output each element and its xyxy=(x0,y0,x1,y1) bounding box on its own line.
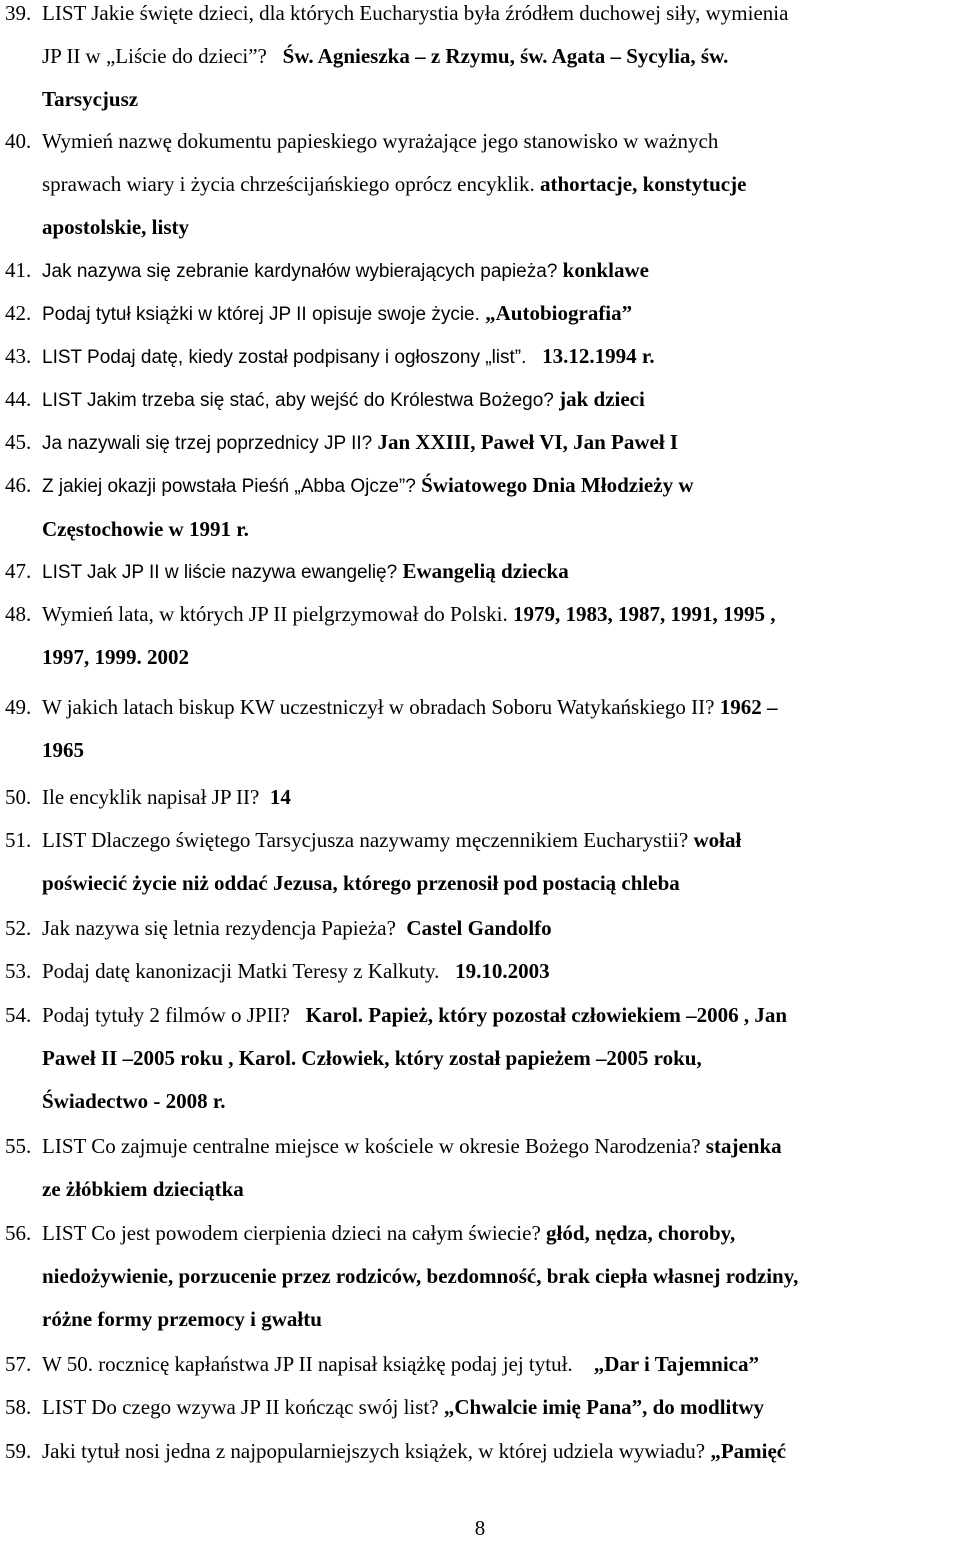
list-item xyxy=(5,421,955,465)
list-item xyxy=(5,994,955,1123)
item-number: 47. xyxy=(5,559,32,583)
answer-text: niedożywienie, porzucenie przez rodziców, bezdomność, brak ciepła własnej rodziny, xyxy=(42,1264,799,1288)
question-text: LIST Dlaczego świętego Tarsycjusza nazywamy męczennikiem Eucharystii? xyxy=(42,828,689,852)
item-number: 41. xyxy=(5,258,32,282)
question-text: sprawach wiary i życia chrześcijańskiego oprócz encyklik. xyxy=(42,172,535,196)
list-item xyxy=(5,907,955,950)
question-text: Jak nazywa się letnia rezydencja Papieża? xyxy=(42,916,396,940)
answer-text: Świadectwo - 2008 r. xyxy=(42,1089,226,1113)
question-text: Podaj tytuły 2 filmów o JPII? xyxy=(42,1003,290,1027)
item-number: 49. xyxy=(5,695,32,719)
list-item xyxy=(5,1343,955,1386)
answer-text: 1965 xyxy=(42,738,84,762)
answer-text: 1979, 1983, 1987, 1991, 1995 , xyxy=(512,602,776,626)
item-number: 52. xyxy=(5,916,32,940)
list-item xyxy=(5,593,955,679)
answer-text: Światowego Dnia Młodzieży w xyxy=(421,473,694,497)
answer-text: różne formy przemocy i gwałtu xyxy=(42,1307,322,1331)
answer-text: 19.10.2003 xyxy=(455,959,550,983)
question-text: Wymień nazwę dokumentu papieskiego wyrażające jego stanowisko w ważnych xyxy=(42,129,719,153)
item-number: 57. xyxy=(5,1352,32,1376)
answer-text: 1962 – xyxy=(719,695,778,719)
item-number: 55. xyxy=(5,1134,32,1158)
question-text: LIST Co jest powodem cierpienia dzieci na całym świecie? xyxy=(42,1221,541,1245)
answer-text: Castel Gandolfo xyxy=(406,916,552,940)
answer-text: „Chwalcie imię Pana”, do modlitwy xyxy=(443,1395,765,1419)
list-item xyxy=(5,819,955,905)
item-number: 48. xyxy=(5,602,32,626)
page-number: 8 xyxy=(474,1516,486,1540)
question-text: Podaj tytuł książki w której JP II opisuje swoje życie. xyxy=(42,304,480,325)
item-number: 40. xyxy=(5,129,32,153)
answer-text: 14 xyxy=(269,785,291,809)
question-text: Ile encyklik napisał JP II? xyxy=(42,785,260,809)
list-item xyxy=(5,1212,955,1341)
question-text: Jak nazywa się zebranie kardynałów wybierających papieża? xyxy=(42,261,558,282)
answer-text: ze żłóbkiem dzieciątka xyxy=(42,1177,244,1201)
question-text: W jakich latach biskup KW uczestniczył w obradach Soboru Watykańskiego II? xyxy=(42,695,715,719)
question-text: W 50. rocznicę kapłaństwa JP II napisał książkę podaj jej tytuł. xyxy=(42,1352,573,1376)
list-item xyxy=(5,464,955,551)
question-text: LIST Jak JP II w liście nazywa ewangelię? xyxy=(42,562,398,583)
answer-text: wołał xyxy=(693,828,742,852)
answer-text: poświecić życie niż oddać Jezusa, którego przenosił pod postacią chleba xyxy=(42,871,680,895)
item-number: 46. xyxy=(5,473,32,497)
answer-text: athortacje, konstytucje xyxy=(539,172,747,196)
item-number: 50. xyxy=(5,785,32,809)
answer-text: głód, nędza, choroby, xyxy=(546,1221,736,1245)
answer-text: jak dzieci xyxy=(559,387,645,411)
item-number: 44. xyxy=(5,387,32,411)
question-text: Jaki tytuł nosi jedna z najpopularniejszych książek, w której udziela wywiadu? xyxy=(42,1439,706,1463)
question-text: LIST Jakie święte dzieci, dla których Eucharystia była źródłem duchowej siły, wymienia xyxy=(42,1,789,25)
question-text: LIST Co zajmuje centralne miejsce w kościele w okresie Bożego Narodzenia? xyxy=(42,1134,701,1158)
question-text: LIST Jakim trzeba się stać, aby wejść do Królestwa Bożego? xyxy=(42,390,554,411)
list-item xyxy=(5,335,955,379)
answer-text: Jan XXIII, Paweł VI, Jan Paweł I xyxy=(377,430,679,454)
list-item xyxy=(5,776,955,819)
answer-text: konklawe xyxy=(562,258,649,282)
answer-text: Paweł II –2005 roku , Karol. Człowiek, który został papieżem –2005 roku, xyxy=(42,1046,702,1070)
list-item xyxy=(5,378,955,422)
list-item xyxy=(5,0,955,121)
item-number: 45. xyxy=(5,430,32,454)
list-item xyxy=(5,1386,955,1429)
answer-text: „Dar i Tajemnica” xyxy=(593,1352,759,1376)
item-number: 54. xyxy=(5,1003,32,1027)
item-number: 56. xyxy=(5,1221,32,1245)
answer-text: „Pamięć xyxy=(710,1439,787,1463)
item-number: 58. xyxy=(5,1395,32,1419)
answer-text: stajenka xyxy=(705,1134,782,1158)
answer-text: „Autobiografia” xyxy=(485,301,633,325)
item-number: 59. xyxy=(5,1439,32,1463)
question-text: LIST Do czego wzywa JP II kończąc swój list? xyxy=(42,1395,439,1419)
item-number: 42. xyxy=(5,301,32,325)
list-item xyxy=(5,1125,955,1211)
question-text: Wymień lata, w których JP II pielgrzymował do Polski. xyxy=(42,602,508,626)
question-text: JP II w „Liście do dzieci”? xyxy=(42,44,267,68)
question-text: LIST Podaj datę, kiedy został podpisany i ogłoszony „list”. xyxy=(42,347,527,368)
item-number: 53. xyxy=(5,959,32,983)
question-text: Podaj datę kanonizacji Matki Teresy z Kalkuty. xyxy=(42,959,440,983)
item-number: 43. xyxy=(5,344,32,368)
question-text: Z jakiej okazji powstała Pieśń „Abba Ojcze”? xyxy=(42,476,416,497)
list-item xyxy=(5,1430,955,1473)
list-item xyxy=(5,249,955,293)
list-item xyxy=(5,292,955,336)
answer-text: Tarsycjusz xyxy=(42,87,139,111)
answer-text: Ewangelią dziecka xyxy=(402,559,569,583)
answer-text: 13.12.1994 r. xyxy=(542,344,655,368)
answer-text: 1997, 1999. 2002 xyxy=(42,645,189,669)
list-item xyxy=(5,950,955,993)
list-item xyxy=(5,686,955,772)
answer-text: Karol. Papież, który pozostał człowiekiem –2006 , Jan xyxy=(305,1003,788,1027)
answer-text: Św. Agnieszka – z Rzymu, św. Agata – Sycylia, św. xyxy=(282,44,729,68)
answer-text: Częstochowie w 1991 r. xyxy=(42,517,249,541)
list-item xyxy=(5,550,955,594)
list-item xyxy=(5,120,955,249)
item-number: 39. xyxy=(5,1,32,25)
answer-text: apostolskie, listy xyxy=(42,215,190,239)
item-number: 51. xyxy=(5,828,32,852)
question-text: Ja nazywali się trzej poprzednicy JP II? xyxy=(42,433,373,454)
